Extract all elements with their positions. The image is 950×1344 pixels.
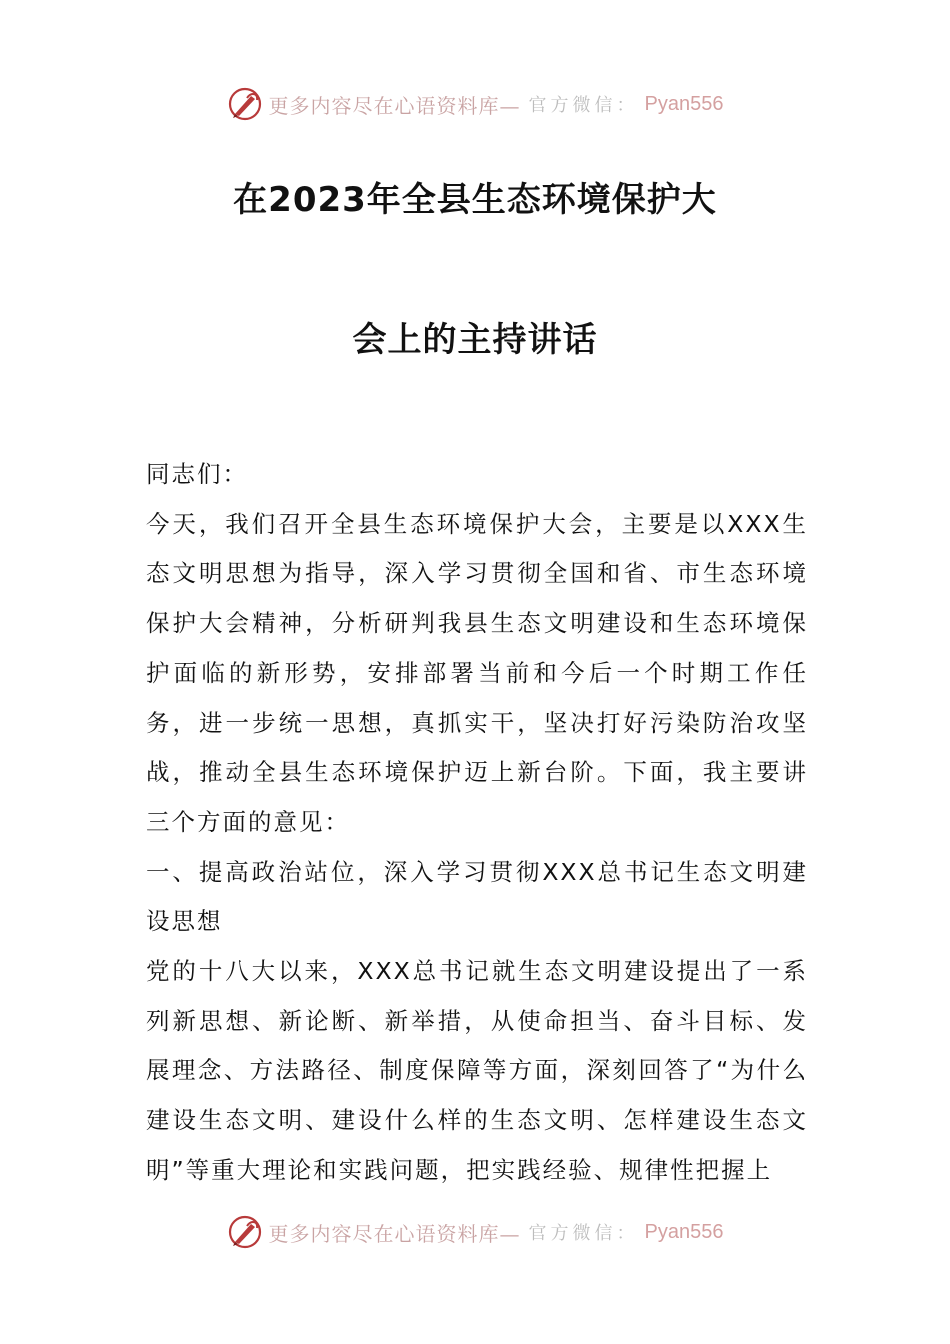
watermark-account: Pyan556 (644, 92, 724, 115)
watermark-banner-bottom (0, 1212, 950, 1252)
watermark-text: 更多内容尽在心语资料库— (268, 93, 521, 118)
watermark-wechat-label: 官方微信： (528, 1223, 639, 1244)
document-title-line-2: 会上的主持讲话 (352, 320, 598, 360)
pen-logo-icon (227, 86, 263, 122)
body-paragraph: 党的十八大以来，XXX总书记就生态文明建设提出了一系列新思想、新论断、新举措，从使命担当、奋斗目标、发展理念、方法路径、制度保障等方面，深刻回答了“为什么建设生态文明、建设什么样的生态文明、怎样建设生态文明”等重大理论和实践问题，把实践经验、规律性把握上 (146, 957, 808, 1184)
watermark-text: 更多内容尽在心语资料库— (268, 1221, 521, 1246)
section-heading: 一、提高政治站位，深入学习贯彻XXX总书记生态文明建设思想 (146, 857, 808, 936)
salutation: 同志们： (146, 460, 248, 488)
watermark-account: Pyan556 (644, 1220, 724, 1243)
watermark-wechat-label: 官方微信： (528, 95, 639, 116)
pen-logo-icon (227, 1214, 263, 1250)
body-paragraph: 今天，我们召开全县生态环境保护大会，主要是以XXX生态文明思想为指导，深入学习贯彻全国和省、市生态环境保护大会精神，分析研判我县生态文明建设和生态环境保护面临的新形势，安排部署当前和今后一个时期工作任务，进一步统一思想，真抓实干，坚决打好污染防治攻坚战，推动全县生态环境保护迈上新台阶。下面，我主要讲三个方面的意见： (146, 509, 808, 836)
watermark-banner-top (0, 84, 950, 124)
document-body (146, 450, 808, 1196)
document-title-line-1: 在2023年全县生态环境保护大 (233, 180, 717, 220)
